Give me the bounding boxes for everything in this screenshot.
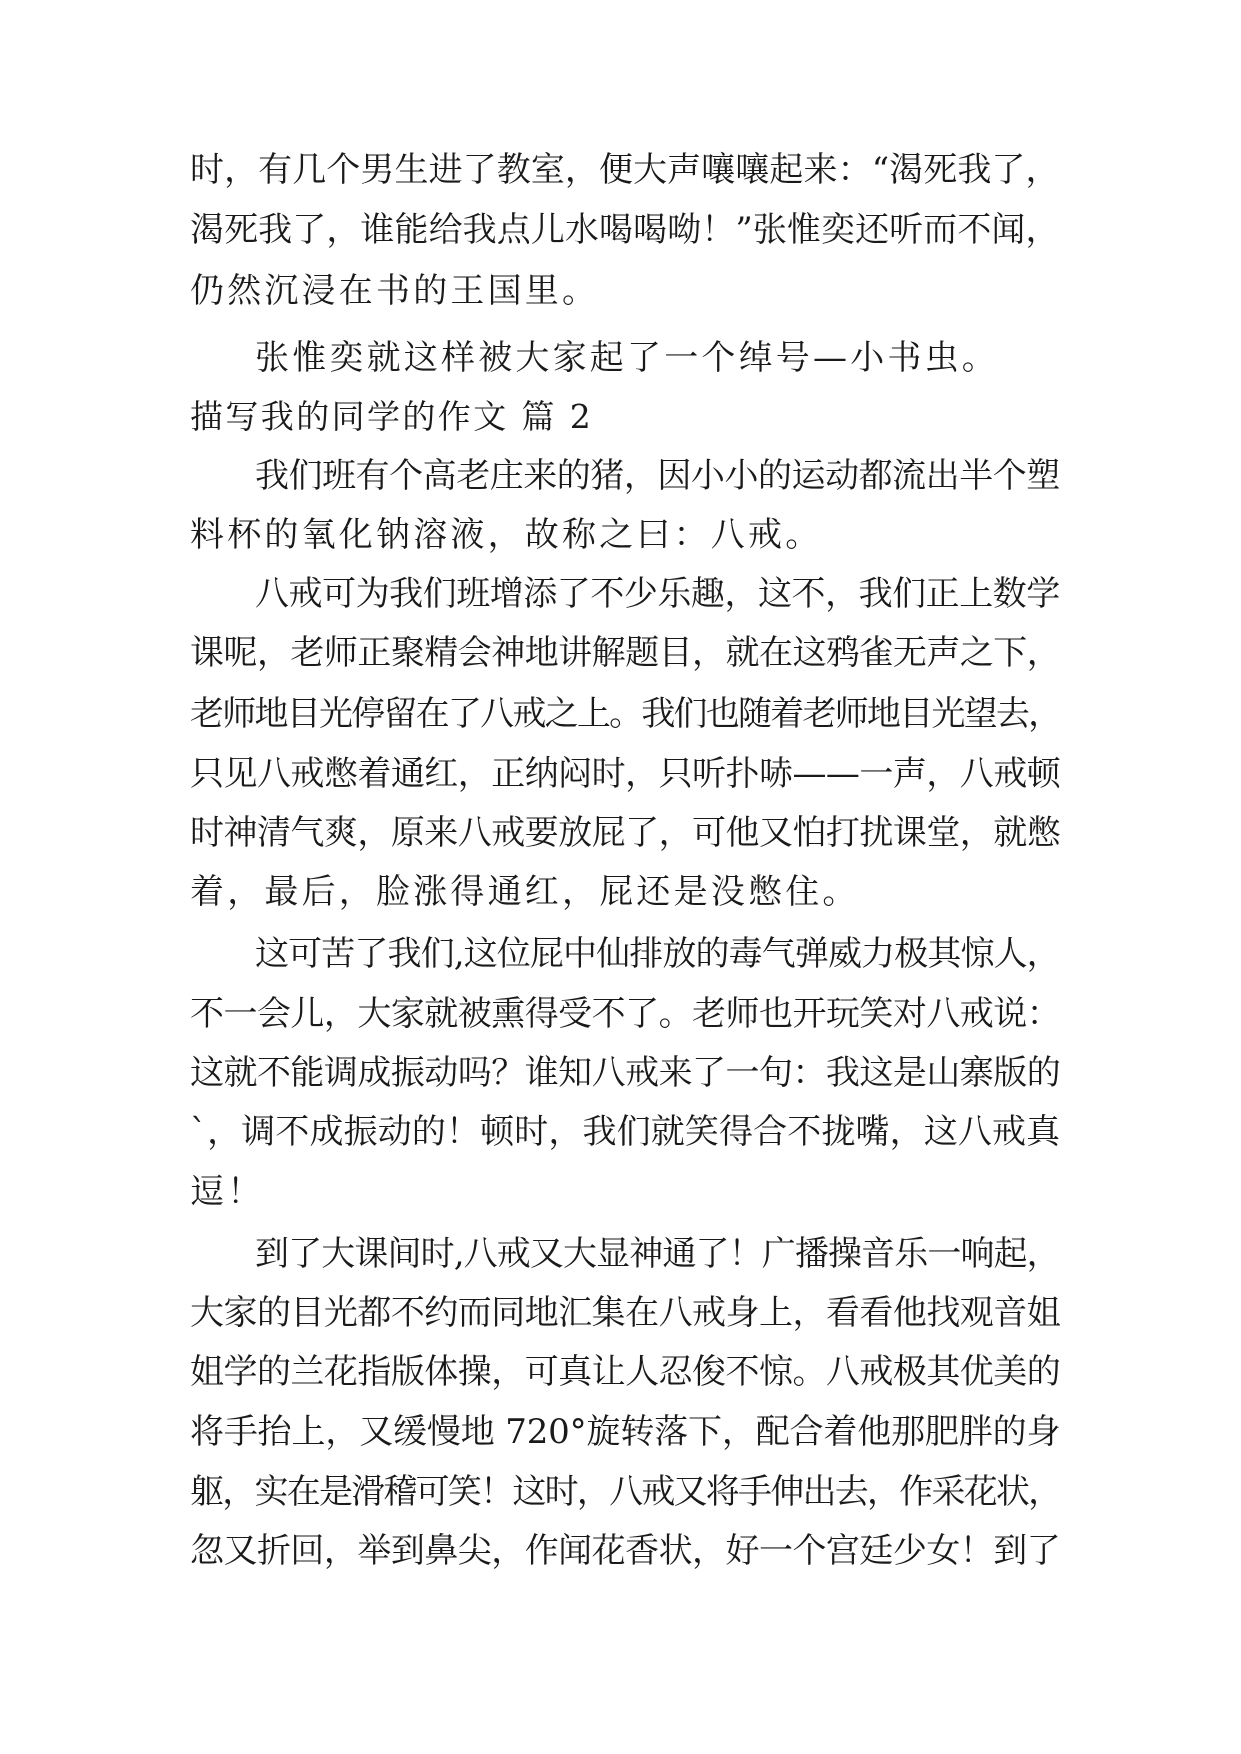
- text-line: 时神清气爽，原来八戒要放屁了，可他又怕打扰课堂，就憋: [190, 813, 1061, 853]
- text-line: 躯，实在是滑稽可笑！这时，八戒又将手伸出去，作采花状，: [190, 1472, 1061, 1512]
- text-line: 料杯的氧化钠溶液，故称之曰：八戒。: [190, 515, 823, 555]
- text-line: `，调不成振动的！顿时，我们就笑得合不拢嘴，这八戒真: [190, 1112, 1061, 1152]
- text-line: 只见八戒憋着通红，正纳闷时，只听扑哧——一声，八戒顿: [190, 754, 1061, 794]
- section-heading: 描写我的同学的作文 篇 2: [190, 397, 594, 436]
- text-line: 着，最后，脸涨得通红，屁还是没憋住。: [190, 872, 860, 912]
- text-line: 时，有几个男生进了教室，便大声嚷嚷起来：“渴死我了，: [190, 150, 1060, 190]
- text-line: 姐学的兰花指版体操，可真让人忍俊不惊。八戒极其优美的: [190, 1352, 1061, 1392]
- text-line: 不一会儿，大家就被熏得受不了。老师也开玩笑对八戒说：: [190, 994, 1061, 1034]
- text-line: 老师地目光停留在了八戒之上。我们也随着老师地目光望去，: [190, 694, 1061, 734]
- paragraph-first-line: 我们班有个高老庄来的猪，因小小的运动都流出半个塑: [255, 456, 1060, 496]
- text-line: 仍然沉浸在书的王国里。: [190, 271, 600, 311]
- paragraph-first-line: 八戒可为我们班增添了不少乐趣，这不，我们正上数学: [255, 574, 1060, 614]
- text-line: 忽又折回，举到鼻尖，作闻花香状，好一个宫廷少女！到了: [190, 1531, 1061, 1571]
- paragraph-first-line: 到了大课间时,八戒又大显神通了！广播操音乐一响起，: [255, 1234, 1060, 1274]
- text-line: 逗！: [190, 1172, 265, 1212]
- text-line: 课呢，老师正聚精会神地讲解题目，就在这鸦雀无声之下，: [190, 633, 1061, 673]
- paragraph-first-line: 张惟奕就这样被大家起了一个绰号—小书虫。: [255, 338, 999, 378]
- text-line: 将手抬上，又缓慢地 720°旋转落下，配合着他那肥胖的身: [190, 1412, 1061, 1452]
- paragraph-first-line: 这可苦了我们,这位屁中仙排放的毒气弹威力极其惊人，: [255, 934, 1060, 974]
- text-line: 这就不能调成振动吗？谁知八戒来了一句：我这是山寨版的: [190, 1053, 1061, 1093]
- text-line: 渴死我了，谁能给我点儿水喝喝呦！”张惟奕还听而不闻，: [190, 210, 1060, 250]
- text-line: 大家的目光都不约而同地汇集在八戒身上，看看他找观音姐: [190, 1293, 1061, 1333]
